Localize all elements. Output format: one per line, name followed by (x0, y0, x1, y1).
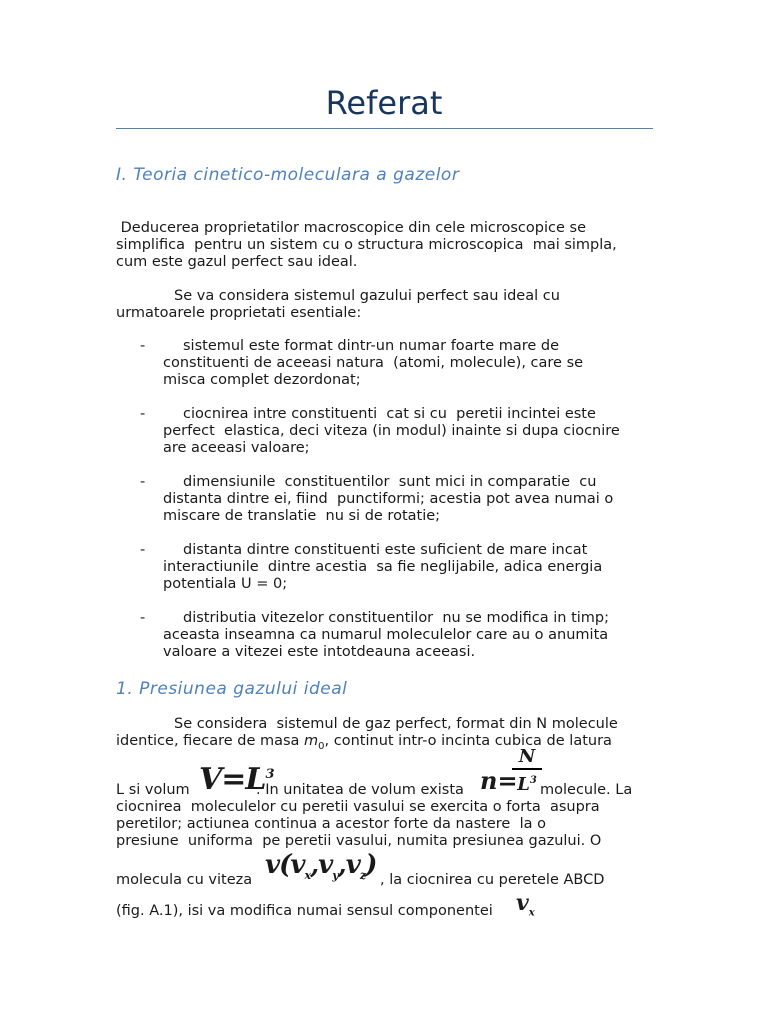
section-heading-ideal-gas-pressure: 1. Presiunea gazului ideal (116, 679, 348, 699)
pressure-line-6: presiune uniforma pe peretii vasului, numita presiunea gazului. O (116, 833, 602, 849)
consider-line-1: Se va considera sistemul gazului perfect sau ideal cu (174, 288, 560, 304)
formula-symbol: v (265, 850, 280, 880)
bullet-line: distanta dintre constituenti este suficient de mare incat (183, 542, 588, 558)
bullet-line: constituenti de aceeasi natura (atomi, molecule), care se (163, 355, 584, 371)
title-underline (116, 128, 653, 129)
pressure-line-3c: molecule. La (540, 782, 633, 798)
bullet-line: sistemul este format dintr-un numar foarte mare de (183, 338, 560, 354)
formula-paren: ) (365, 850, 377, 880)
intro-paragraph (116, 220, 617, 271)
pressure-line-3a: L si volum (116, 782, 190, 798)
bullet-line: interactiunile dintre acestia sa fie neglijabile, adica energia (163, 559, 603, 575)
fraction-denominator (512, 770, 542, 796)
formula-separator: , (310, 850, 319, 880)
mass-subscript: 0 (318, 740, 325, 752)
pressure-line-5: peretilor; actiunea continua a acestor forte da nastere la o (116, 816, 546, 832)
formula-subscript: x (528, 907, 535, 919)
pressure-line-4: ciocnirea moleculelor cu peretii vasului se exercita o forta asupra (116, 799, 600, 815)
bullet-line: miscare de translatie nu si de rotatie; (163, 508, 441, 524)
formula-symbol: n (480, 766, 498, 795)
pressure-line-3b: . In unitatea de volum exista (256, 782, 464, 798)
mass-symbol: m (304, 733, 319, 749)
formula-symbol: L (517, 774, 530, 795)
formula-symbol: v (318, 850, 333, 880)
density-fraction (512, 746, 542, 796)
formula-symbol: v (290, 850, 305, 880)
formula-equals: = (497, 766, 518, 795)
formula-symbol: L (245, 762, 266, 797)
consider-line-2: urmatoarele proprietati esentiale: (116, 305, 362, 321)
bullet-line: potentiala U = 0; (163, 576, 288, 592)
pressure-line-7b: , la ciocnirea cu peretele ABCD (380, 872, 605, 888)
bullet-line: perfect elastica, deci viteza (in modul) inainte si dupa ciocnire (163, 423, 620, 439)
pressure-paragraph-start (116, 716, 618, 755)
bullet-item (163, 338, 663, 389)
section-heading-kinetic-theory: I. Teoria cinetico-moleculara a gazelor (116, 165, 460, 185)
bullet-item (163, 474, 663, 525)
pressure-line-8: (fig. A.1), isi va modifica numai sensul componentei (116, 903, 493, 919)
bullet-line: distanta dintre ei, fiind punctiformi; acestia pot avea numai o (163, 491, 614, 507)
formula-symbol: v (345, 850, 360, 880)
bullet-line: are aceeasi valoare; (163, 440, 310, 456)
bullet-line: aceasta inseamna ca numarul moleculelor care au o anumita (163, 627, 609, 643)
pressure-line-2b: , continut intr-o incinta cubica de latura (324, 733, 612, 749)
formula-exponent: 3 (265, 767, 274, 782)
bullet-line: distributia vitezelor constituentilor nu se modifica in timp; (183, 610, 610, 626)
formula-subscript: y (332, 869, 338, 883)
velocity-vector-formula (265, 850, 376, 882)
intro-line-3: cum este gazul perfect sau ideal. (116, 254, 358, 270)
formula-separator: , (337, 850, 346, 880)
bullet-dash: - (140, 610, 146, 626)
bullet-dash: - (140, 338, 146, 354)
velocity-x-component-formula (516, 890, 535, 918)
formula-exponent: 3 (529, 775, 537, 786)
bullet-line: ciocnirea intre constituenti cat si cu peretii incintei este (183, 406, 596, 422)
formula-paren: ( (279, 850, 291, 880)
bullet-line: misca complet dezordonat; (163, 372, 361, 388)
intro-line-1: Deducerea proprietatilor macroscopice din cele microscopice se (116, 220, 586, 236)
formula-symbol: V (199, 762, 222, 797)
bullet-line: dimensiunile constituentilor sunt mici in comparatie cu (183, 474, 597, 490)
pressure-line-2a: identice, fiecare de masa (116, 733, 305, 749)
bullet-item (163, 610, 663, 661)
bullet-dash: - (140, 406, 146, 422)
bullet-dash: - (140, 474, 146, 490)
intro-line-2: simplifica pentru un sistem cu o structura microscopica mai simpla, (116, 237, 617, 253)
bullet-item (163, 542, 663, 593)
pressure-paragraph-middle (116, 799, 601, 850)
bullet-dash: - (140, 542, 146, 558)
formula-symbol: v (516, 890, 529, 916)
page-title: Referat (325, 84, 443, 122)
bullet-item (163, 406, 663, 457)
formula-subscript: z (359, 869, 366, 883)
consider-paragraph (116, 288, 560, 322)
bullet-line: valoare a vitezei este intotdeauna aceeasi. (163, 644, 476, 660)
pressure-line-1: Se considera sistemul de gaz perfect, format din N molecule (174, 716, 618, 732)
pressure-line-7a: molecula cu viteza (116, 872, 253, 888)
formula-equals: = (221, 762, 246, 797)
formula-subscript: x (304, 869, 311, 883)
fraction-numerator: N (512, 746, 542, 770)
